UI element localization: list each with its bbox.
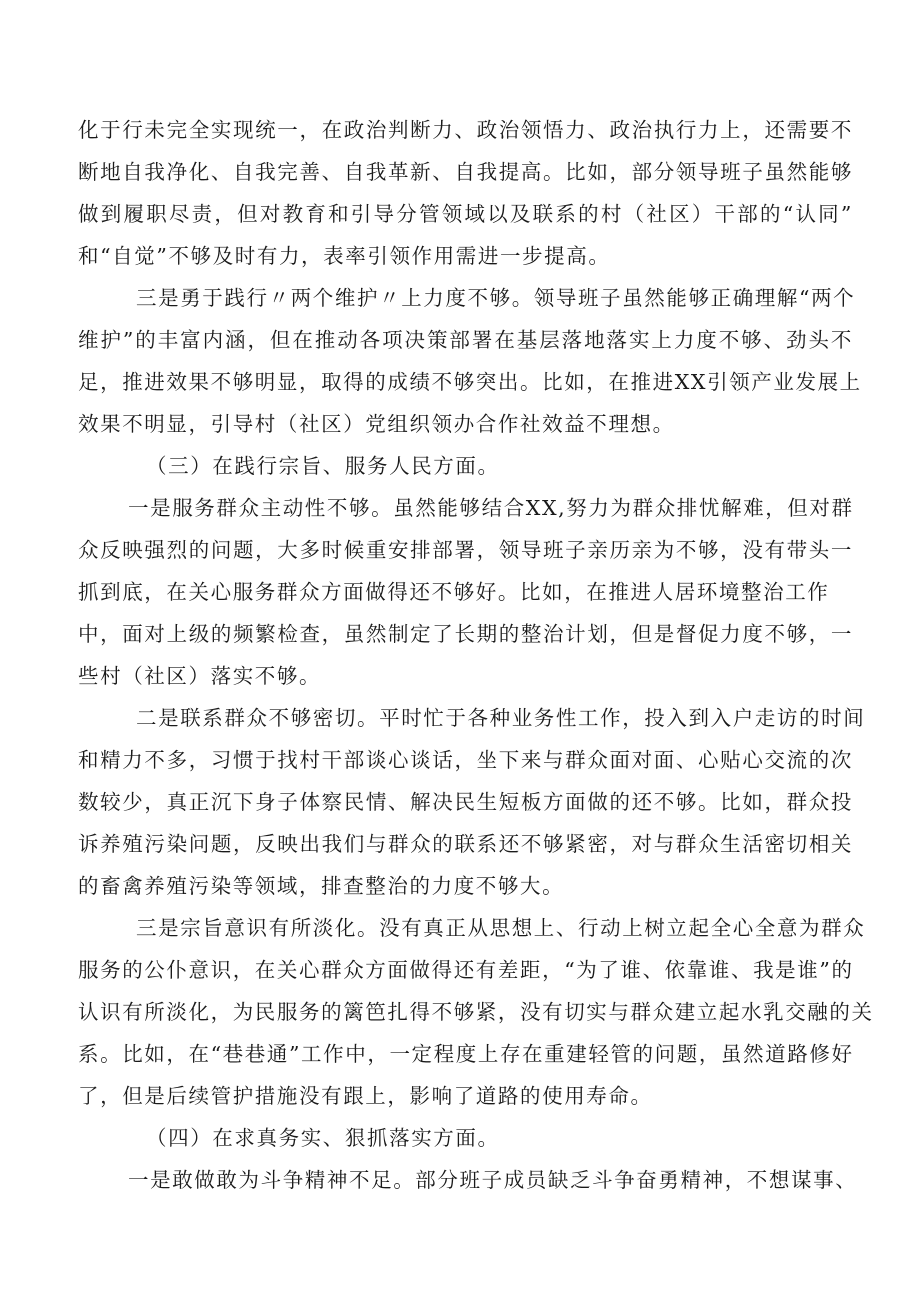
text-line: 抓到底，在关心服务群众方面做得还不够好。比如，在推进人居环境整治工作 [78,580,830,604]
text-line: 众反映强烈的问题，大多时候重安排部署，领导班子亲历亲为不够，没有带头一 [78,538,853,562]
text-line: 效果不明显，引导村（社区）党组织领办合作社效益不理想。 [78,412,675,436]
section-heading: （四）在求真务实、狠抓落实方面。 [146,1126,500,1150]
paragraph-start-line: 二是联系群众不够密切。平时忙于各种业务性工作，投入到入户走访的时间 [136,706,866,730]
text-line: 和“自觉”不够及时有力，表率引领作用需进一步提高。 [78,244,611,268]
text-line: 的畜禽养殖污染等领域，排查整治的力度不够大。 [78,874,565,898]
text-line: 化于行未完全实现统一，在政治判断力、政治领悟力、政治执行力上，还需要不 [78,118,853,142]
text-line: 足，推进效果不够明显，取得的成绩不够突出。比如，在推进XX引领产业发展上 [78,370,862,394]
text-line: 做到履职尽责，但对教育和引导分管领域以及联系的村（社区）干部的“认同” [78,202,853,226]
text-line: 些村（社区）落实不够。 [78,664,322,688]
text-line: 数较少，真正沉下身子体察民情、解决民生短板方面做的还不够。比如，群众投 [78,790,853,814]
text-line: 诉养殖污染问题，反映出我们与群众的联系还不够紧密，对与群众生活密切相关 [78,832,853,856]
text-line: 系。比如，在“巷巷通”工作中，一定程度上存在重建轻管的问题，虽然道路修好 [78,1042,854,1066]
text-line: 了，但是后续管护措施没有跟上，影响了道路的使用寿命。 [78,1084,653,1108]
text-line: 断地自我净化、自我完善、自我革新、自我提高。比如，部分领导班子虽然能够 [78,160,853,184]
text-line: 和精力不多，习惯于找村干部谈心谈话，坐下来与群众面对面、心贴心交流的次 [78,748,853,772]
paragraph-start-line: 一是敢做敢为斗争精神不足。部分班子成员缺乏斗争奋勇精神，不想谋事、 [128,1168,858,1192]
paragraph-start-line: 三是宗旨意识有所淡化。没有真正从思想上、行动上树立起全心全意为群众 [136,916,866,940]
text-line: 维护”的丰富内涵，但在推动各项决策部署在基层落地落实上力度不够、劲头不 [78,328,853,352]
text-line: 认识有所淡化，为民服务的篱笆扎得不够紧，没有切实与群众建立起水乳交融的关 [78,1000,874,1024]
paragraph-start-line: 三是勇于践行〃两个维护〃上力度不够。领导班子虽然能够正确理解“两个 [136,286,856,310]
paragraph-start-line: 一是服务群众主动性不够。虽然能够结合XX,努力为群众排忧解难，但对群 [128,496,854,520]
text-line: 服务的公仆意识，在关心群众方面做得还有差距，“为了谁、依靠谁、我是谁”的 [78,958,854,982]
section-heading: （三）在践行宗旨、服务人民方面。 [146,454,500,478]
document-body [78,109,874,1201]
text-line: 中，面对上级的频繁检查，虽然制定了长期的整治计划，但是督促力度不够，一 [78,622,853,646]
